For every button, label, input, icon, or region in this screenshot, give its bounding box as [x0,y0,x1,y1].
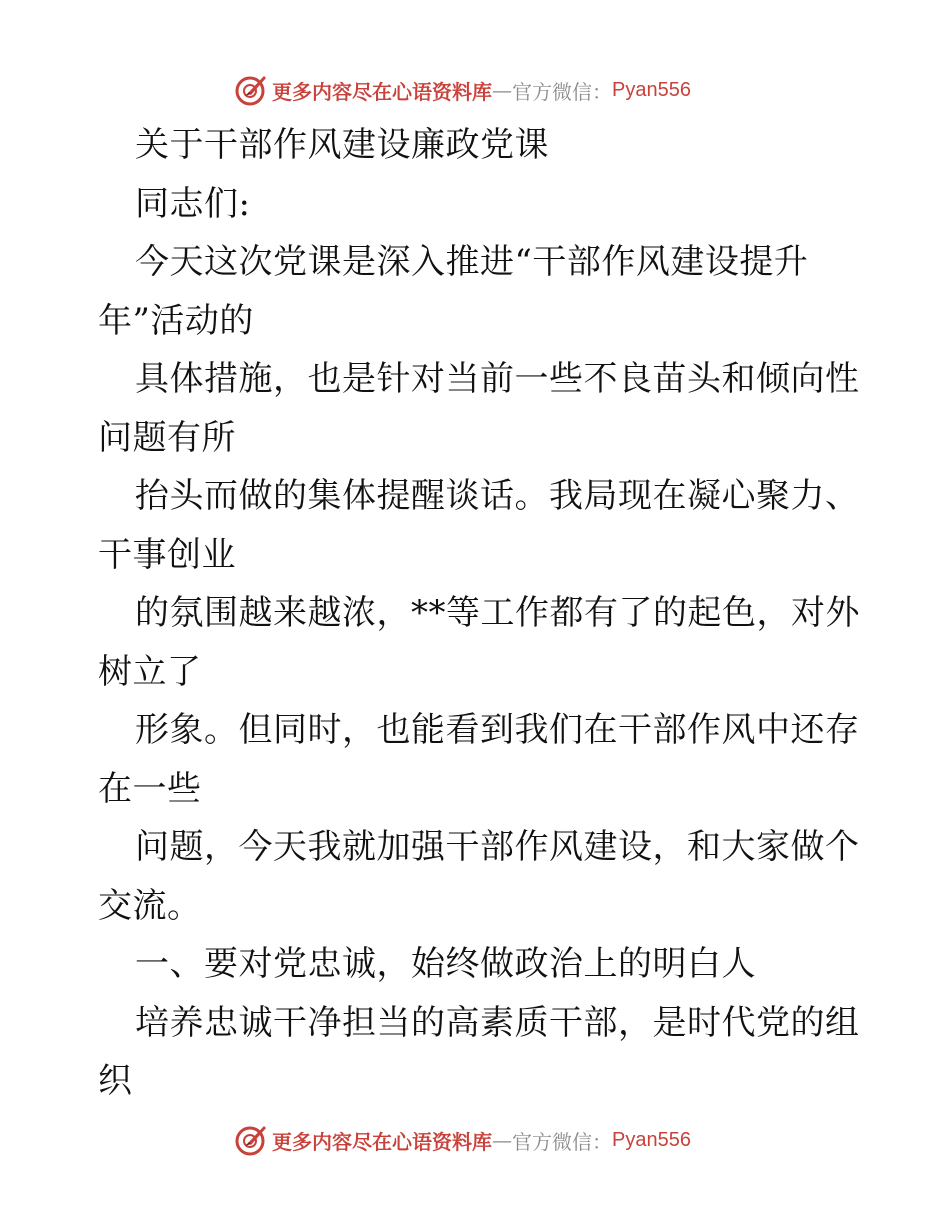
watermark-site-text: 更多内容尽在心语资料库 [272,79,492,104]
salutation: 同志们: [135,183,251,224]
watermark-wechat-id: Pyan556 [612,78,691,101]
paragraph-line: 年”活动的 [98,300,254,341]
paragraph-line: 抬头而做的集体提醒谈话。我局现在凝心聚力、 [135,476,860,516]
quill-pen-circle-icon [234,73,268,107]
paragraph-line: 今天这次党课是深入推进“干部作风建设提升 [135,242,809,282]
watermark-separator: — [492,1128,512,1152]
paragraph-line: 问题有所 [98,417,236,458]
watermark-wechat-id: Pyan556 [612,1128,691,1151]
quill-pen-circle-icon [234,1123,268,1157]
watermark-header [234,73,691,107]
paragraph-line: 的氛围越来越浓，**等工作都有了的起色，对外 [135,593,860,633]
document-body [98,116,858,1111]
paragraph-line: 交流。 [98,885,202,926]
watermark-wechat-label: 官方微信： [512,1129,612,1154]
paragraph-line: 在一些 [98,768,202,809]
watermark-site-text: 更多内容尽在心语资料库 [272,1129,492,1154]
paragraph-line: 培养忠诚干净担当的高素质干部，是时代党的组 [135,1002,860,1043]
paragraph-line: 具体措施，也是针对当前一些不良苗头和倾向性 [135,359,860,399]
paragraph-line: 干事创业 [98,534,236,575]
section-heading: 一、要对党忠诚，始终做政治上的明白人 [135,944,756,984]
watermark-separator: — [492,78,512,102]
watermark-wechat-label: 官方微信： [512,79,612,104]
paragraph-line: 织 [98,1061,133,1101]
paragraph-line: 树立了 [98,651,202,692]
paragraph-line: 形象。但同时，也能看到我们在干部作风中还存 [135,710,860,750]
paragraph-line: 问题，今天我就加强干部作风建设，和大家做个 [135,827,860,867]
watermark-footer [234,1123,691,1157]
document-title: 关于干部作风建设廉政党课 [135,125,549,165]
